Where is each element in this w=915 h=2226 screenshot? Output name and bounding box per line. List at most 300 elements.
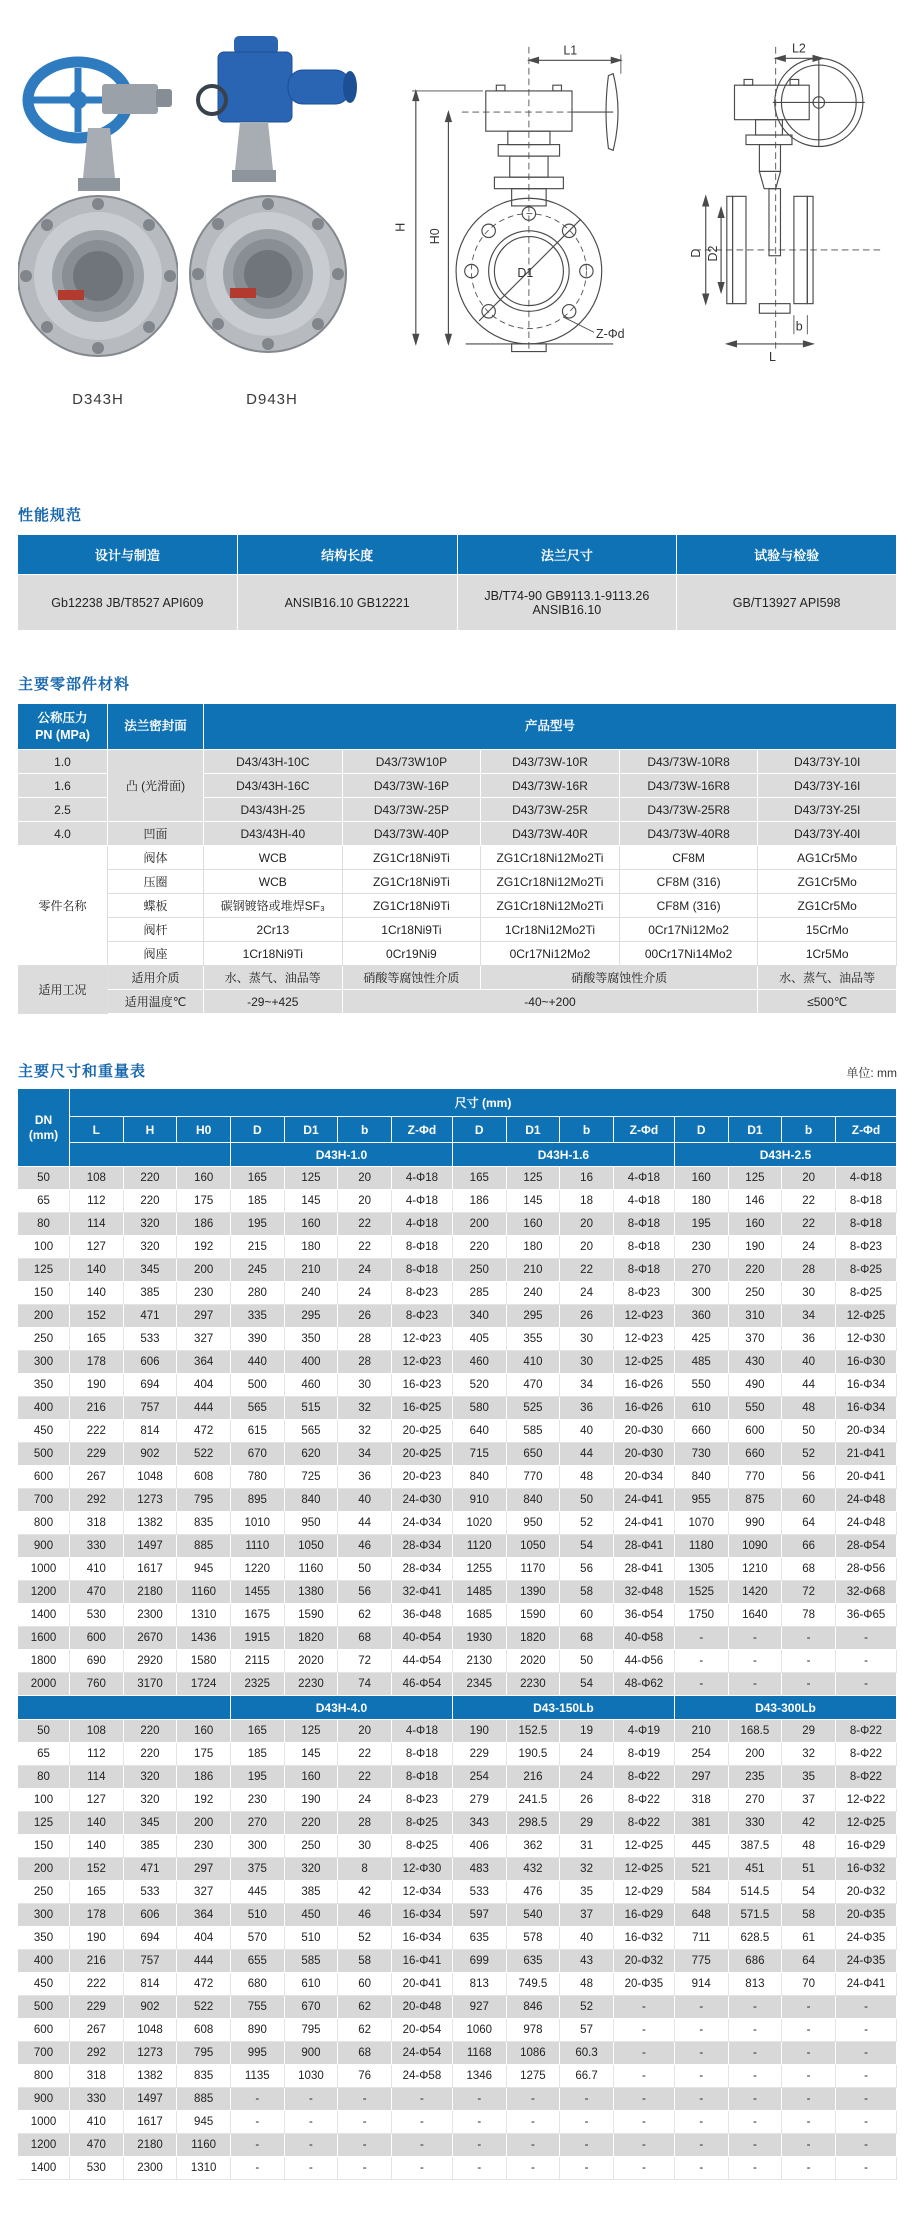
dim-cell: 343 bbox=[453, 1812, 507, 1835]
dim-cell: 270 bbox=[729, 1789, 783, 1812]
dim-cell: 12-Φ25 bbox=[836, 1812, 897, 1835]
col-header: H0 bbox=[177, 1117, 231, 1143]
dim-cell: 1160 bbox=[285, 1558, 339, 1581]
dim-cell: 406 bbox=[453, 1835, 507, 1858]
dim-cell: 364 bbox=[177, 1351, 231, 1374]
dim-cell: 600 bbox=[70, 1627, 124, 1650]
performance-table bbox=[18, 535, 897, 631]
dim-cell: 757 bbox=[124, 1397, 178, 1420]
cell: 0Cr17Ni12Mo2 bbox=[620, 918, 759, 942]
dim-cell: 190 bbox=[70, 1927, 124, 1950]
dim-cell: 1255 bbox=[453, 1558, 507, 1581]
dim-cell: 430 bbox=[729, 1351, 783, 1374]
dim-cell: 1380 bbox=[285, 1581, 339, 1604]
materials-table bbox=[18, 704, 897, 1014]
dim-label-l1: L1 bbox=[563, 43, 578, 58]
col-header: D1 bbox=[507, 1117, 561, 1143]
dim-cell: - bbox=[836, 1996, 897, 2019]
table-row bbox=[18, 1328, 897, 1351]
dim-cell: 300 bbox=[675, 1282, 729, 1305]
dim-cell: - bbox=[675, 2042, 729, 2065]
dim-cell: - bbox=[729, 2019, 783, 2042]
dim-cell: 1930 bbox=[453, 1627, 507, 1650]
dim-cell: 160 bbox=[285, 1213, 339, 1236]
dim-cell: 48 bbox=[782, 1397, 836, 1420]
dim-cell: 300 bbox=[231, 1835, 285, 1858]
dim-cell: 152.5 bbox=[507, 1720, 561, 1743]
dim-cell: 46 bbox=[338, 1904, 392, 1927]
dim-cell: 610 bbox=[675, 1397, 729, 1420]
dn-cell: 450 bbox=[18, 1973, 70, 1996]
dim-cell: 400 bbox=[285, 1351, 339, 1374]
dim-cell: 570 bbox=[231, 1927, 285, 1950]
dim-cell: 8-Φ22 bbox=[614, 1812, 675, 1835]
dim-cell: 292 bbox=[70, 2042, 124, 2065]
dim-cell: 64 bbox=[782, 1512, 836, 1535]
dim-cell: 175 bbox=[177, 1743, 231, 1766]
dim-cell: 405 bbox=[453, 1328, 507, 1351]
dim-cell: - bbox=[614, 2134, 675, 2157]
dim-cell: 1110 bbox=[231, 1535, 285, 1558]
cell: 0Cr19Ni9 bbox=[343, 942, 482, 966]
dim-cell: 160 bbox=[177, 1167, 231, 1190]
dim-cell: 927 bbox=[453, 1996, 507, 2019]
dim-cell: 24 bbox=[560, 1743, 614, 1766]
dim-cell: 20-Φ30 bbox=[614, 1443, 675, 1466]
dim-cell: 20-Φ30 bbox=[614, 1420, 675, 1443]
dim-cell: 72 bbox=[782, 1581, 836, 1604]
dim-cell: 533 bbox=[124, 1328, 178, 1351]
dim-cell: 20-Φ34 bbox=[614, 1466, 675, 1489]
dim-cell: 1915 bbox=[231, 1627, 285, 1650]
dn-cell: 1800 bbox=[18, 1650, 70, 1673]
table-row bbox=[18, 966, 897, 990]
dim-cell: 533 bbox=[453, 1881, 507, 1904]
dim-cell: 16 bbox=[560, 1167, 614, 1190]
dim-cell: 1060 bbox=[453, 2019, 507, 2042]
dim-cell: 8-Φ23 bbox=[614, 1282, 675, 1305]
dim-cell: 24-Φ35 bbox=[836, 1950, 897, 1973]
dim-cell: 471 bbox=[124, 1305, 178, 1328]
dim-cell: 58 bbox=[560, 1581, 614, 1604]
dim-cell: 40-Φ54 bbox=[392, 1627, 453, 1650]
dim-cell: 42 bbox=[782, 1812, 836, 1835]
dim-cell: 615 bbox=[231, 1420, 285, 1443]
dim-cell: 608 bbox=[177, 1466, 231, 1489]
dim-cell: 24-Φ41 bbox=[614, 1489, 675, 1512]
dim-cell: 1382 bbox=[124, 2065, 178, 2088]
dim-cell: 230 bbox=[231, 1789, 285, 1812]
dim-cell: 16-Φ29 bbox=[836, 1835, 897, 1858]
dim-cell: 20-Φ25 bbox=[392, 1420, 453, 1443]
dim-cell: 8-Φ18 bbox=[614, 1213, 675, 1236]
dim-cell: 16-Φ23 bbox=[392, 1374, 453, 1397]
dim-cell: 699 bbox=[453, 1950, 507, 1973]
dn-cell: 350 bbox=[18, 1927, 70, 1950]
dim-cell: 68 bbox=[782, 1558, 836, 1581]
dim-cell: 28-Φ54 bbox=[836, 1535, 897, 1558]
dim-cell: 37 bbox=[560, 1904, 614, 1927]
dim-cell: 29 bbox=[560, 1812, 614, 1835]
dim-cell: 955 bbox=[675, 1489, 729, 1512]
dim-cell: 1180 bbox=[675, 1535, 729, 1558]
cell: ZG1Cr18Ni9Ti bbox=[343, 846, 482, 870]
dim-cell: 20-Φ32 bbox=[836, 1881, 897, 1904]
dim-cell: 285 bbox=[453, 1282, 507, 1305]
dim-cell: 58 bbox=[338, 1950, 392, 1973]
dn-cell: 700 bbox=[18, 1489, 70, 1512]
dim-cell: 32-Φ41 bbox=[392, 1581, 453, 1604]
dim-cell: 995 bbox=[231, 2042, 285, 2065]
dim-cell: 22 bbox=[338, 1743, 392, 1766]
dim-cell: 20 bbox=[338, 1720, 392, 1743]
dim-cell: 694 bbox=[124, 1374, 178, 1397]
dim-cell: 514.5 bbox=[729, 1881, 783, 1904]
dim-cell: 165 bbox=[453, 1167, 507, 1190]
dim-cell: 8 bbox=[338, 1858, 392, 1881]
dim-cell: 404 bbox=[177, 1927, 231, 1950]
dim-cell: 50 bbox=[560, 1489, 614, 1512]
dim-cell: 220 bbox=[285, 1812, 339, 1835]
dim-cell: 1168 bbox=[453, 2042, 507, 2065]
dim-cell: - bbox=[507, 2088, 561, 2111]
dim-cell: 165 bbox=[231, 1167, 285, 1190]
dim-cell: 152 bbox=[70, 1858, 124, 1881]
dim-cell: 345 bbox=[124, 1259, 178, 1282]
dim-cell: 114 bbox=[70, 1766, 124, 1789]
dn-cell: 800 bbox=[18, 1512, 70, 1535]
dim-cell: 16-Φ26 bbox=[614, 1397, 675, 1420]
dim-cell: 200 bbox=[177, 1259, 231, 1282]
dim-cell: 2670 bbox=[124, 1627, 178, 1650]
dim-cell: 1160 bbox=[177, 2134, 231, 2157]
dim-cell: 1048 bbox=[124, 1466, 178, 1489]
cell: 硝酸等腐蚀性介质 bbox=[481, 966, 758, 990]
dim-cell: 32-Φ48 bbox=[614, 1581, 675, 1604]
dim-cell: 24-Φ48 bbox=[836, 1512, 897, 1535]
dim-cell: 470 bbox=[70, 1581, 124, 1604]
col-header: 试验与检验 bbox=[677, 535, 897, 575]
dim-cell: 254 bbox=[675, 1743, 729, 1766]
dim-cell: 50 bbox=[560, 1650, 614, 1673]
dim-cell: 1675 bbox=[231, 1604, 285, 1627]
dn-cell: 1400 bbox=[18, 1604, 70, 1627]
dim-cell: 24 bbox=[338, 1282, 392, 1305]
dim-cell: 24 bbox=[560, 1282, 614, 1305]
dim-cell: 8-Φ23 bbox=[392, 1789, 453, 1812]
table-row bbox=[18, 1443, 897, 1466]
dim-cell: 640 bbox=[453, 1420, 507, 1443]
dim-cell: 30 bbox=[338, 1835, 392, 1858]
dn-cell: 1400 bbox=[18, 2157, 70, 2180]
dim-cell: 1617 bbox=[124, 1558, 178, 1581]
dim-cell: 40-Φ58 bbox=[614, 1627, 675, 1650]
dim-cell: 186 bbox=[177, 1766, 231, 1789]
dim-cell: 902 bbox=[124, 1996, 178, 2019]
dim-cell: 20 bbox=[560, 1213, 614, 1236]
dim-cell: 8-Φ18 bbox=[614, 1236, 675, 1259]
dim-cell: 795 bbox=[285, 2019, 339, 2042]
dim-cell: - bbox=[675, 1673, 729, 1696]
dn-cell: 400 bbox=[18, 1397, 70, 1420]
seal-face-cell: 凹面 bbox=[108, 822, 204, 846]
dim-cell: 51 bbox=[782, 1858, 836, 1881]
dim-cell: 24 bbox=[560, 1766, 614, 1789]
col-header: Z-Φd bbox=[836, 1117, 897, 1143]
cell: D43/43H-16C bbox=[204, 774, 343, 798]
cell: D43/73W-16P bbox=[343, 774, 482, 798]
dim-cell: 35 bbox=[782, 1766, 836, 1789]
dim-cell: - bbox=[782, 1996, 836, 2019]
dim-cell: 190 bbox=[70, 1374, 124, 1397]
dim-cell: 24 bbox=[782, 1236, 836, 1259]
cell: 1Cr18Ni9Ti bbox=[204, 942, 343, 966]
dim-cell: 62 bbox=[338, 2019, 392, 2042]
dim-cell: 61 bbox=[782, 1927, 836, 1950]
dim-cell: 30 bbox=[560, 1328, 614, 1351]
dim-cell: 885 bbox=[177, 2088, 231, 2111]
table-row bbox=[18, 1581, 897, 1604]
dim-cell: 1346 bbox=[453, 2065, 507, 2088]
table-row bbox=[18, 2042, 897, 2065]
dim-cell: 52 bbox=[560, 1996, 614, 2019]
dim-cell: 814 bbox=[124, 1420, 178, 1443]
dim-cell: - bbox=[392, 2134, 453, 2157]
cell: D43/73W-40P bbox=[343, 822, 482, 846]
dim-cell: 1382 bbox=[124, 1512, 178, 1535]
dim-cell: 192 bbox=[177, 1789, 231, 1812]
dim-cell: 375 bbox=[231, 1858, 285, 1881]
group-header-blank bbox=[70, 1143, 231, 1167]
dim-cell: 490 bbox=[729, 1374, 783, 1397]
dim-cell: 585 bbox=[285, 1950, 339, 1973]
dim-cell: 660 bbox=[675, 1420, 729, 1443]
col-header: b bbox=[782, 1117, 836, 1143]
dim-cell: 914 bbox=[675, 1973, 729, 1996]
dim-cell: 485 bbox=[675, 1351, 729, 1374]
dim-cell: 814 bbox=[124, 1973, 178, 1996]
dim-cell: 8-Φ23 bbox=[392, 1282, 453, 1305]
dim-cell: 254 bbox=[453, 1766, 507, 1789]
dim-cell: 190 bbox=[453, 1720, 507, 1743]
dim-cell: 680 bbox=[231, 1973, 285, 1996]
dim-cell: 320 bbox=[124, 1236, 178, 1259]
section-title-materials: 主要零部件材料 bbox=[18, 676, 131, 693]
dim-cell: 1820 bbox=[507, 1627, 561, 1650]
dim-cell: 20-Φ41 bbox=[836, 1466, 897, 1489]
dim-cell: 32 bbox=[560, 1858, 614, 1881]
dim-cell: 2920 bbox=[124, 1650, 178, 1673]
pn-cell: 2.5 bbox=[18, 798, 108, 822]
cell: WCB bbox=[204, 846, 343, 870]
dim-cell: 2325 bbox=[231, 1673, 285, 1696]
dim-cell: 52 bbox=[782, 1443, 836, 1466]
dim-cell: 185 bbox=[231, 1743, 285, 1766]
table-row bbox=[18, 1812, 897, 1835]
dim-cell: 1090 bbox=[729, 1535, 783, 1558]
dim-cell: 12-Φ22 bbox=[836, 1789, 897, 1812]
dim-cell: 840 bbox=[507, 1489, 561, 1512]
dim-cell: - bbox=[782, 1650, 836, 1673]
cell: 水、蒸气、油品等 bbox=[204, 966, 343, 990]
cell: WCB bbox=[204, 870, 343, 894]
dim-cell: 890 bbox=[231, 2019, 285, 2042]
table-header-row bbox=[18, 1117, 897, 1143]
dim-cell: 195 bbox=[675, 1213, 729, 1236]
dim-cell: 525 bbox=[507, 1397, 561, 1420]
table-row bbox=[18, 2157, 897, 2180]
table-row bbox=[18, 1305, 897, 1328]
dim-cell: 43 bbox=[560, 1950, 614, 1973]
dim-cell: 20-Φ32 bbox=[614, 1950, 675, 1973]
dim-cell: 2180 bbox=[124, 2134, 178, 2157]
dim-label-b: b bbox=[795, 319, 803, 334]
dim-cell: 360 bbox=[675, 1305, 729, 1328]
cell: CF8M (316) bbox=[620, 870, 759, 894]
dim-cell: 28 bbox=[338, 1812, 392, 1835]
dim-cell: 686 bbox=[729, 1950, 783, 1973]
dim-cell: 846 bbox=[507, 1996, 561, 2019]
dim-cell: 60 bbox=[560, 1604, 614, 1627]
dim-cell: 54 bbox=[782, 1881, 836, 1904]
dim-cell: 2300 bbox=[124, 1604, 178, 1627]
cell: 0Cr17Ni12Mo2 bbox=[481, 942, 620, 966]
dim-cell: 670 bbox=[285, 1996, 339, 2019]
dim-cell: - bbox=[782, 1627, 836, 1650]
dim-cell: 68 bbox=[560, 1627, 614, 1650]
dim-cell: - bbox=[453, 2134, 507, 2157]
dim-cell: 345 bbox=[124, 1812, 178, 1835]
dim-cell: 1010 bbox=[231, 1512, 285, 1535]
dn-cell: 450 bbox=[18, 1420, 70, 1443]
dim-cell: 795 bbox=[177, 1489, 231, 1512]
dim-cell: 1275 bbox=[507, 2065, 561, 2088]
dim-cell: 178 bbox=[70, 1904, 124, 1927]
cell: D43/73W-10R bbox=[481, 750, 620, 774]
dn-cell: 600 bbox=[18, 1466, 70, 1489]
dim-cell: 410 bbox=[70, 1558, 124, 1581]
dim-cell: 20-Φ41 bbox=[392, 1973, 453, 1996]
table-row bbox=[18, 942, 897, 966]
dim-cell: 44 bbox=[560, 1443, 614, 1466]
dim-cell: 29 bbox=[782, 1720, 836, 1743]
dim-cell: 1170 bbox=[507, 1558, 561, 1581]
condition-name-cell: 适用介质 bbox=[108, 966, 204, 990]
dn-cell: 350 bbox=[18, 1374, 70, 1397]
dim-cell: 28-Φ34 bbox=[392, 1535, 453, 1558]
table-row bbox=[18, 918, 897, 942]
dim-cell: - bbox=[392, 2157, 453, 2180]
dim-cell: - bbox=[675, 2111, 729, 2134]
dim-cell: - bbox=[729, 2042, 783, 2065]
dim-cell: 21-Φ41 bbox=[836, 1443, 897, 1466]
dim-cell: 900 bbox=[285, 2042, 339, 2065]
dim-cell: 835 bbox=[177, 1512, 231, 1535]
dim-cell: 140 bbox=[70, 1812, 124, 1835]
dim-cell: 34 bbox=[782, 1305, 836, 1328]
dim-cell: 54 bbox=[560, 1535, 614, 1558]
table-row bbox=[18, 1374, 897, 1397]
dim-cell: 410 bbox=[70, 2111, 124, 2134]
dim-cell: 22 bbox=[338, 1766, 392, 1789]
col-header: D bbox=[453, 1117, 507, 1143]
dim-cell: 70 bbox=[782, 1973, 836, 1996]
dim-cell: 12-Φ25 bbox=[614, 1351, 675, 1374]
col-header: Z-Φd bbox=[392, 1117, 453, 1143]
dim-cell: 32 bbox=[338, 1397, 392, 1420]
figures-row bbox=[18, 28, 897, 408]
dim-cell: 292 bbox=[70, 1489, 124, 1512]
dim-cell: 32 bbox=[782, 1743, 836, 1766]
dim-cell: 16-Φ25 bbox=[392, 1397, 453, 1420]
dim-cell: 584 bbox=[675, 1881, 729, 1904]
dim-cell: 404 bbox=[177, 1374, 231, 1397]
group-header-blank bbox=[18, 1696, 231, 1720]
dim-cell: 64 bbox=[782, 1950, 836, 1973]
dim-cell: 216 bbox=[70, 1397, 124, 1420]
dim-cell: 387.5 bbox=[729, 1835, 783, 1858]
dim-cell: 2230 bbox=[507, 1673, 561, 1696]
dim-cell: - bbox=[782, 2019, 836, 2042]
dn-cell: 200 bbox=[18, 1858, 70, 1881]
dim-cell: - bbox=[614, 1996, 675, 2019]
dim-cell: 245 bbox=[231, 1259, 285, 1282]
dim-cell: - bbox=[836, 2019, 897, 2042]
dn-cell: 900 bbox=[18, 2088, 70, 2111]
dim-cell: 20-Φ35 bbox=[836, 1904, 897, 1927]
dn-cell: 125 bbox=[18, 1812, 70, 1835]
col-header: Z-Φd bbox=[614, 1117, 675, 1143]
dim-cell: 327 bbox=[177, 1881, 231, 1904]
dim-cell: 370 bbox=[729, 1328, 783, 1351]
dim-cell: - bbox=[729, 1996, 783, 2019]
cell: D43/43H-25 bbox=[204, 798, 343, 822]
cell: ZG1Cr18Ni12Mo2Ti bbox=[481, 846, 620, 870]
dim-cell: 2300 bbox=[124, 2157, 178, 2180]
cell: ZG1Cr5Mo bbox=[758, 894, 897, 918]
dim-cell: 186 bbox=[453, 1190, 507, 1213]
table-row bbox=[18, 1650, 897, 1673]
dim-cell: 48 bbox=[560, 1973, 614, 1996]
cell: 2Cr13 bbox=[204, 918, 343, 942]
dim-cell: 24 bbox=[338, 1789, 392, 1812]
dim-cell: 58 bbox=[782, 1904, 836, 1927]
dim-cell: 2020 bbox=[285, 1650, 339, 1673]
dim-cell: 37 bbox=[782, 1789, 836, 1812]
dim-cell: 978 bbox=[507, 2019, 561, 2042]
dn-cell: 80 bbox=[18, 1213, 70, 1236]
group-header: D43H-4.0 bbox=[231, 1696, 453, 1720]
dim-cell: 460 bbox=[453, 1351, 507, 1374]
dim-cell: 711 bbox=[675, 1927, 729, 1950]
dim-cell: 390 bbox=[231, 1328, 285, 1351]
dim-cell: 648 bbox=[675, 1904, 729, 1927]
dim-cell: 335 bbox=[231, 1305, 285, 1328]
dim-cell: - bbox=[675, 2019, 729, 2042]
dim-cell: 20-Φ35 bbox=[614, 1973, 675, 1996]
unit-label: 单位: mm bbox=[846, 1066, 897, 1080]
dim-cell: 500 bbox=[231, 1374, 285, 1397]
pn-cell: 1.6 bbox=[18, 774, 108, 798]
dim-cell: 40 bbox=[560, 1927, 614, 1950]
dim-cell: - bbox=[614, 2088, 675, 2111]
dim-cell: 8-Φ22 bbox=[614, 1766, 675, 1789]
dim-cell: 16-Φ26 bbox=[614, 1374, 675, 1397]
dim-cell: 522 bbox=[177, 1443, 231, 1466]
dim-cell: 8-Φ23 bbox=[392, 1305, 453, 1328]
dim-cell: 425 bbox=[675, 1328, 729, 1351]
dim-cell: 24-Φ35 bbox=[836, 1927, 897, 1950]
